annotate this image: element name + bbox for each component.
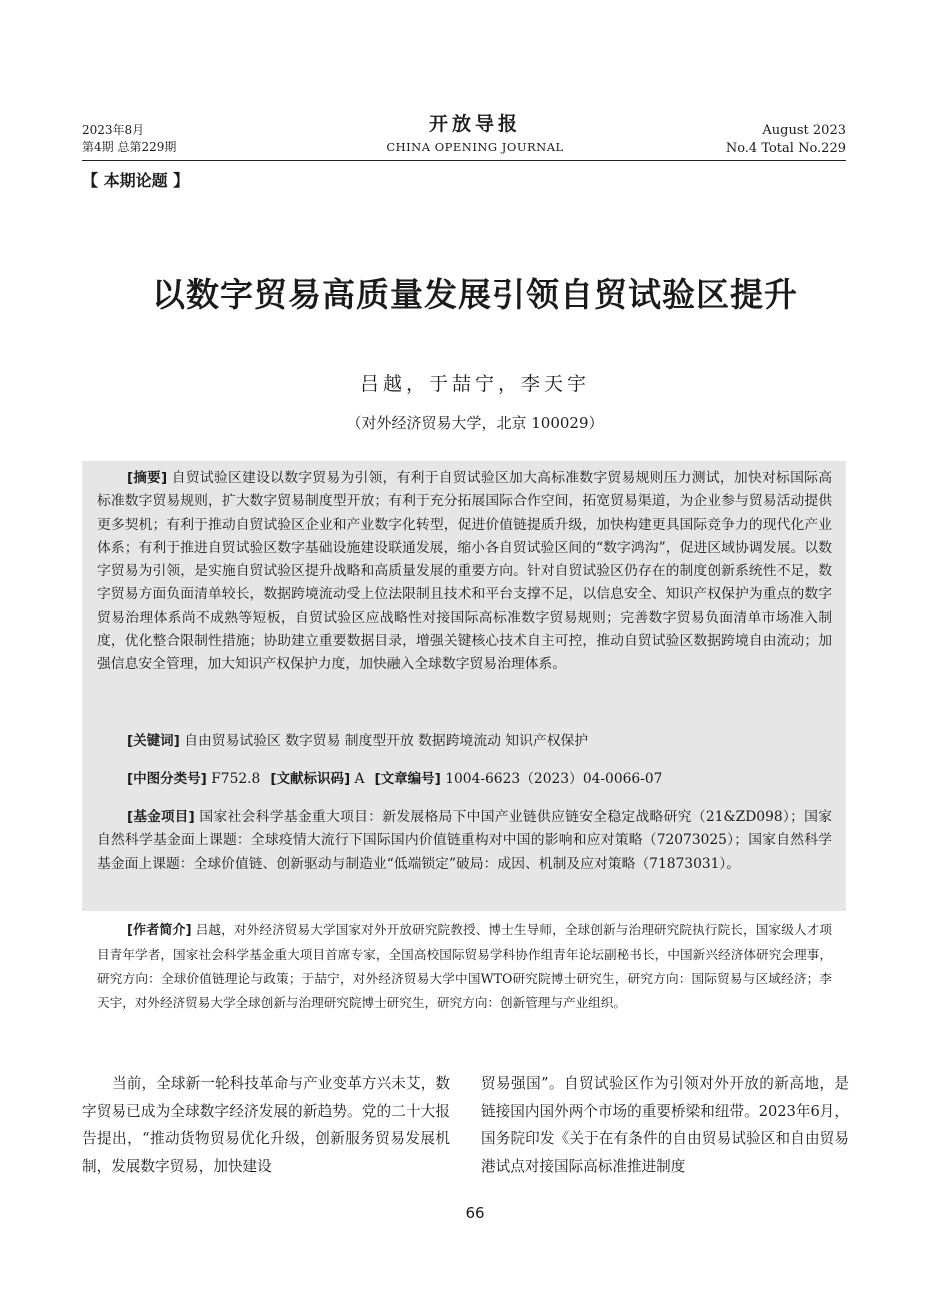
issue-date: 2023年8月	[82, 123, 145, 137]
article-id-value: 1004-6623（2023）04-0066-07	[445, 771, 663, 787]
journal-name-cn: 开放导报	[428, 113, 521, 135]
journal-name-en: CHINA OPENING JOURNAL	[386, 140, 564, 154]
article-title: 以数字贸易高质量发展引领自贸试验区提升	[152, 275, 798, 314]
funding-text: 国家社会科学基金重大项目：新发展格局下中国产业链供应链安全稳定战略研究（21&ZD098）；国家自然科学基金面上课题：全球疫情大流行下国际国内价值链重构对中国的影响和应对策略（72073025）；国家自然科学基金面上课题：全球价值链、创新驱动与制造业“低端锁定”破局：成因、机制及应对策略（71873031）。	[97, 809, 833, 872]
keywords-text: 自由贸易试验区 数字贸易 制度型开放 数据跨境流动 知识产权保护	[184, 733, 589, 749]
clc-label: [中图分类号]	[127, 771, 207, 787]
abstract	[97, 467, 832, 677]
article-id-label: [文章编号]	[374, 771, 441, 787]
author-bio-label: [作者简介]	[127, 923, 192, 938]
keywords	[97, 730, 832, 753]
issue-number: 第4期 总第229期	[82, 140, 177, 154]
funding-label: [基金项目]	[127, 809, 195, 825]
body-text-left: 当前，全球新一轮科技革命与产业变革方兴未艾，数字贸易已成为全球数字经济发展的新趋势。党的二十大报告提出，“推动货物贸易优化升级，创新服务贸易发展机制，发展数字贸易，加快建设	[82, 1075, 450, 1175]
author-bio	[97, 918, 832, 1015]
section-tag: 【 本期论题 】	[82, 171, 190, 190]
funding	[97, 806, 832, 876]
issue-number-en: No.4 Total No.229	[725, 141, 846, 156]
author-bio-text: 吕越，对外经济贸易大学国家对外开放研究院教授、博士生导师，全球创新与治理研究院执行院长，国家级人才项目青年学者，国家社会科学基金重大项目首席专家，全国高校国际贸易学科协作组青年论坛副秘书长，中国新兴经济体研究会理事，研究方向：全球价值链理论与政策；于喆宁，对外经济贸易大学中国WTO研究院博士研究生，研究方向：国际贸易与区域经济；李天宇，对外经济贸易大学全球创新与治理研究院博士研究生，研究方向：创新管理与产业组织。	[97, 922, 832, 1010]
issue-date-en: August 2023	[762, 123, 846, 138]
abstract-text: 自贸试验区建设以数字贸易为引领，有利于自贸试验区加大高标准数字贸易规则压力测试，加快对标国际高标准数字贸易规则，扩大数字贸易制度型开放；有利于充分拓展国际合作空间，拓宽贸易渠道，为企业参与贸易活动提供更多契机；有利于推动自贸试验区企业和产业数字化转型，促进价值链提质升级，加快构建更具国际竞争力的现代化产业体系；有利于推进自贸试验区数字基础设施建设联通发展，缩小各自贸试验区间的“数字鸿沟”，促进区域协调发展。以数字贸易为引领，是实施自贸试验区提升战略和高质量发展的重要方向。针对自贸试验区仍存在的制度创新系统性不足，数字贸易方面负面清单较长，数据跨境流动受上位法限制且技术和平台支撑不足，以信息安全、知识产权保护为重点的数字贸易治理体系尚不成熟等短板，自贸试验区应战略性对接国际高标准数字贸易规则；完善数字贸易负面清单市场准入制度，优化整合限制性措施；协助建立重要数据目录，增强关键核心技术自主可控，推动自贸试验区数据跨境自由流动；加强信息安全管理，加大知识产权保护力度，加快融入全球数字贸易治理体系。	[97, 470, 833, 673]
header-divider	[82, 160, 846, 161]
keywords-label: [关键词]	[127, 733, 180, 749]
issue-date-block-en	[726, 122, 846, 158]
authors: 吕越，于喆宁，李天宇	[359, 373, 590, 395]
doc-code-label: [文献标识码]	[270, 771, 351, 787]
clc-value: F752.8	[211, 771, 261, 787]
body-column-left	[82, 1070, 450, 1180]
affiliation: （对外经济贸易大学，北京 100029）	[346, 414, 604, 432]
body-column-right: 贸易强国”。自贸试验区作为引领对外开放的新高地，是链接国内国外两个市场的重要桥梁和纽带。2023年6月，国务院印发《关于在有条件的自由贸易试验区和自由贸易港试点对接国际高标准推进制度	[481, 1075, 849, 1175]
doc-code-value: A	[354, 771, 365, 787]
page-number: 66	[465, 1204, 485, 1222]
abstract-label: [摘要]	[127, 470, 168, 486]
classification	[97, 768, 832, 791]
